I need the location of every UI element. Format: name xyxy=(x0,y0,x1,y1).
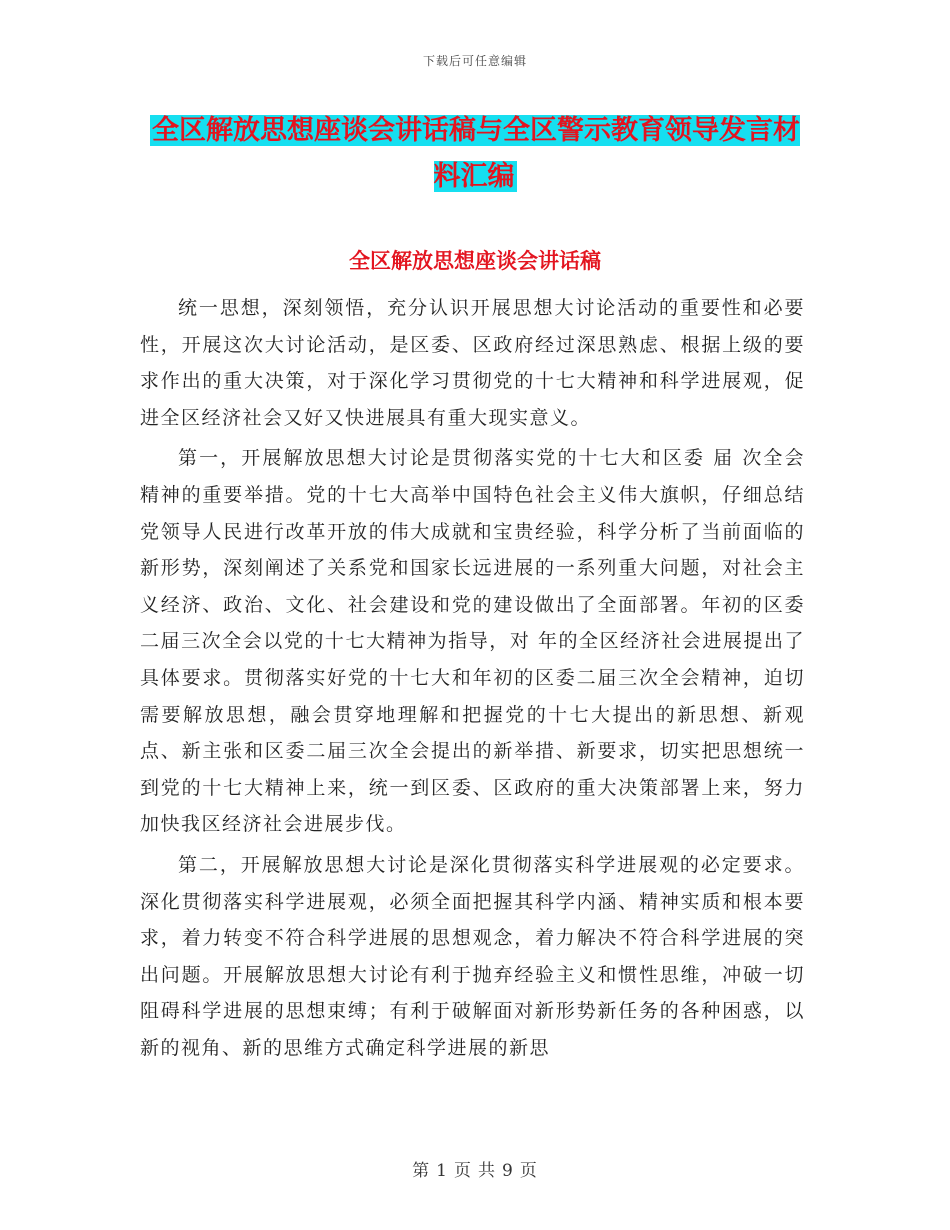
footer-page-word: 页 xyxy=(454,1161,472,1181)
document-title xyxy=(140,108,810,200)
paragraph: 第一，开展解放思想大讨论是贯彻落实党的十七大和区委 届 次全会精神的重要举措。党的十七大高举中国特色社会主义伟大旗帜，仔细总结党领导人民进行改革开放的伟大成就和宝贵经验，科学分析了当前面临的新形势，深刻阐述了关系党和国家长远进展的一系列重大问题，对社会主义经济、政治、文化、社会建设和党的建设做出了全面部署。年初的区委二届三次全会以党的十七大精神为指导，对 年的全区经济社会进展提出了具体要求。贯彻落实好党的十七大和年初的区委二届三次全会精神，迫切需要解放思想，融会贯穿地理解和把握党的十七大提出的新思想、新观点、新主张和区委二届三次全会提出的新举措、新要求，切实把思想统一到党的十七大精神上来，统一到区委、区政府的重大决策部署上来，努力加快我区经济社会进展步伐。 xyxy=(140,447,805,836)
footer-current-page: 1 xyxy=(436,1161,448,1181)
footer-prefix: 第 xyxy=(412,1161,431,1181)
document-title-text: 全区解放思想座谈会讲话稿与全区警示教育领导发言材料汇编 xyxy=(152,115,800,192)
page-footer xyxy=(0,1156,950,1181)
header-note: 下载后可任意编辑 xyxy=(422,54,527,68)
paragraph: 第二，开展解放思想大讨论是深化贯彻落实科学进展观的必定要求。深化贯彻落实科学进展观，必须全面把握其科学内涵、精神实质和根本要求，着力转变不符合科学进展的思想观念，着力解决不符合科学进展的突出问题。开展解放思想大讨论有利于抛弃经验主义和惯性思维，冲破一切阻碍科学进展的思想束缚；有利于破解面对新形势新任务的各种困惑，以新的视角、新的思维方式确定科学进展的新思 xyxy=(140,853,805,1059)
footer-total-pages: 9 xyxy=(502,1161,514,1181)
footer-total-word: 共 xyxy=(478,1161,496,1181)
document-body xyxy=(140,290,805,1070)
footer-suffix: 页 xyxy=(519,1161,538,1181)
section-title: 全区解放思想座谈会讲话稿 xyxy=(349,248,601,273)
paragraph: 统一思想，深刻领悟，充分认识开展思想大讨论活动的重要性和必要性，开展这次大讨论活动，是区委、区政府经过深思熟虑、根据上级的要求作出的重大决策，对于深化学习贯彻党的十七大精神和科学进展观，促进全区经济社会又好又快进展具有重大现实意义。 xyxy=(140,297,805,429)
